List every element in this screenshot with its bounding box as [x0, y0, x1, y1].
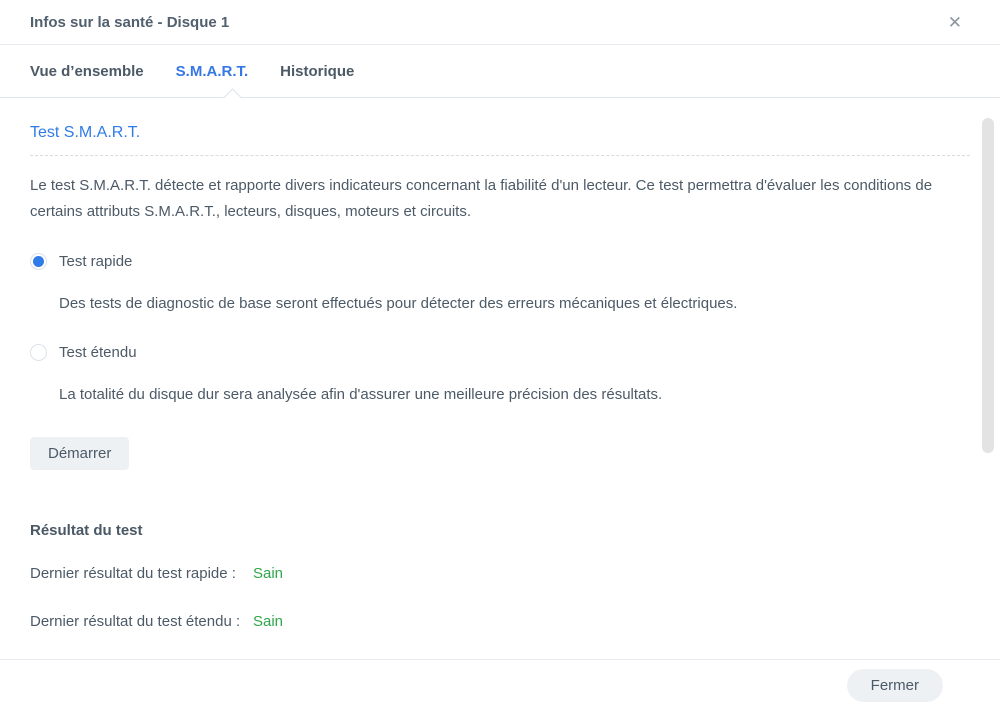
close-icon[interactable]: ✕: [947, 12, 962, 32]
extended-test-description: La totalité du disque dur sera analysée afin d'assurer une meilleure précision des résultats.: [59, 386, 663, 403]
radio-extended-test-label: Test étendu: [59, 344, 137, 361]
dialog-footer: [0, 659, 1000, 710]
scrollbar-thumb[interactable]: [982, 118, 994, 453]
smart-test-heading: Test S.M.A.R.T.: [30, 124, 141, 141]
radio-quick-test-label: Test rapide: [59, 253, 133, 270]
result-row-quick: [30, 561, 970, 587]
tab-history[interactable]: Historique: [280, 62, 355, 80]
close-button[interactable]: Fermer: [847, 669, 943, 702]
start-button[interactable]: Démarrer: [30, 437, 129, 470]
quick-test-description: Des tests de diagnostic de base seront effectués pour détecter des erreurs mécaniques et électriques.: [59, 295, 738, 312]
result-label-quick: Dernier résultat du test rapide :: [30, 565, 236, 582]
radio-unselected-icon[interactable]: [30, 344, 47, 361]
tab-smart[interactable]: S.M.A.R.T.: [175, 62, 249, 80]
result-value-quick: Sain: [253, 565, 284, 582]
scrollbar[interactable]: [982, 98, 994, 659]
radio-option-quick-test[interactable]: [30, 253, 970, 270]
radio-option-extended-test[interactable]: [30, 344, 970, 361]
result-value-extended: Sain: [253, 613, 284, 630]
smart-test-description: Le test S.M.A.R.T. détecte et rapporte divers indicateurs concernant la fiabilité d'un lecteur. Ce test permettra d'évaluer les conditions de certains attributs S.M.A.R.T., lecteurs, disques, moteurs et circuits.: [30, 177, 933, 220]
dialog-title: Infos sur la santé - Disque 1: [30, 13, 230, 31]
smart-tab-content: [0, 98, 1000, 659]
dialog-header: [0, 0, 1000, 45]
result-label-extended: Dernier résultat du test étendu :: [30, 613, 241, 630]
test-result-heading: Résultat du test: [30, 522, 143, 539]
radio-selected-icon[interactable]: [30, 253, 47, 270]
dashed-divider: [30, 155, 970, 156]
tab-overview[interactable]: Vue d’ensemble: [30, 62, 144, 80]
result-row-extended: [30, 609, 970, 635]
tab-bar: [0, 45, 1000, 98]
